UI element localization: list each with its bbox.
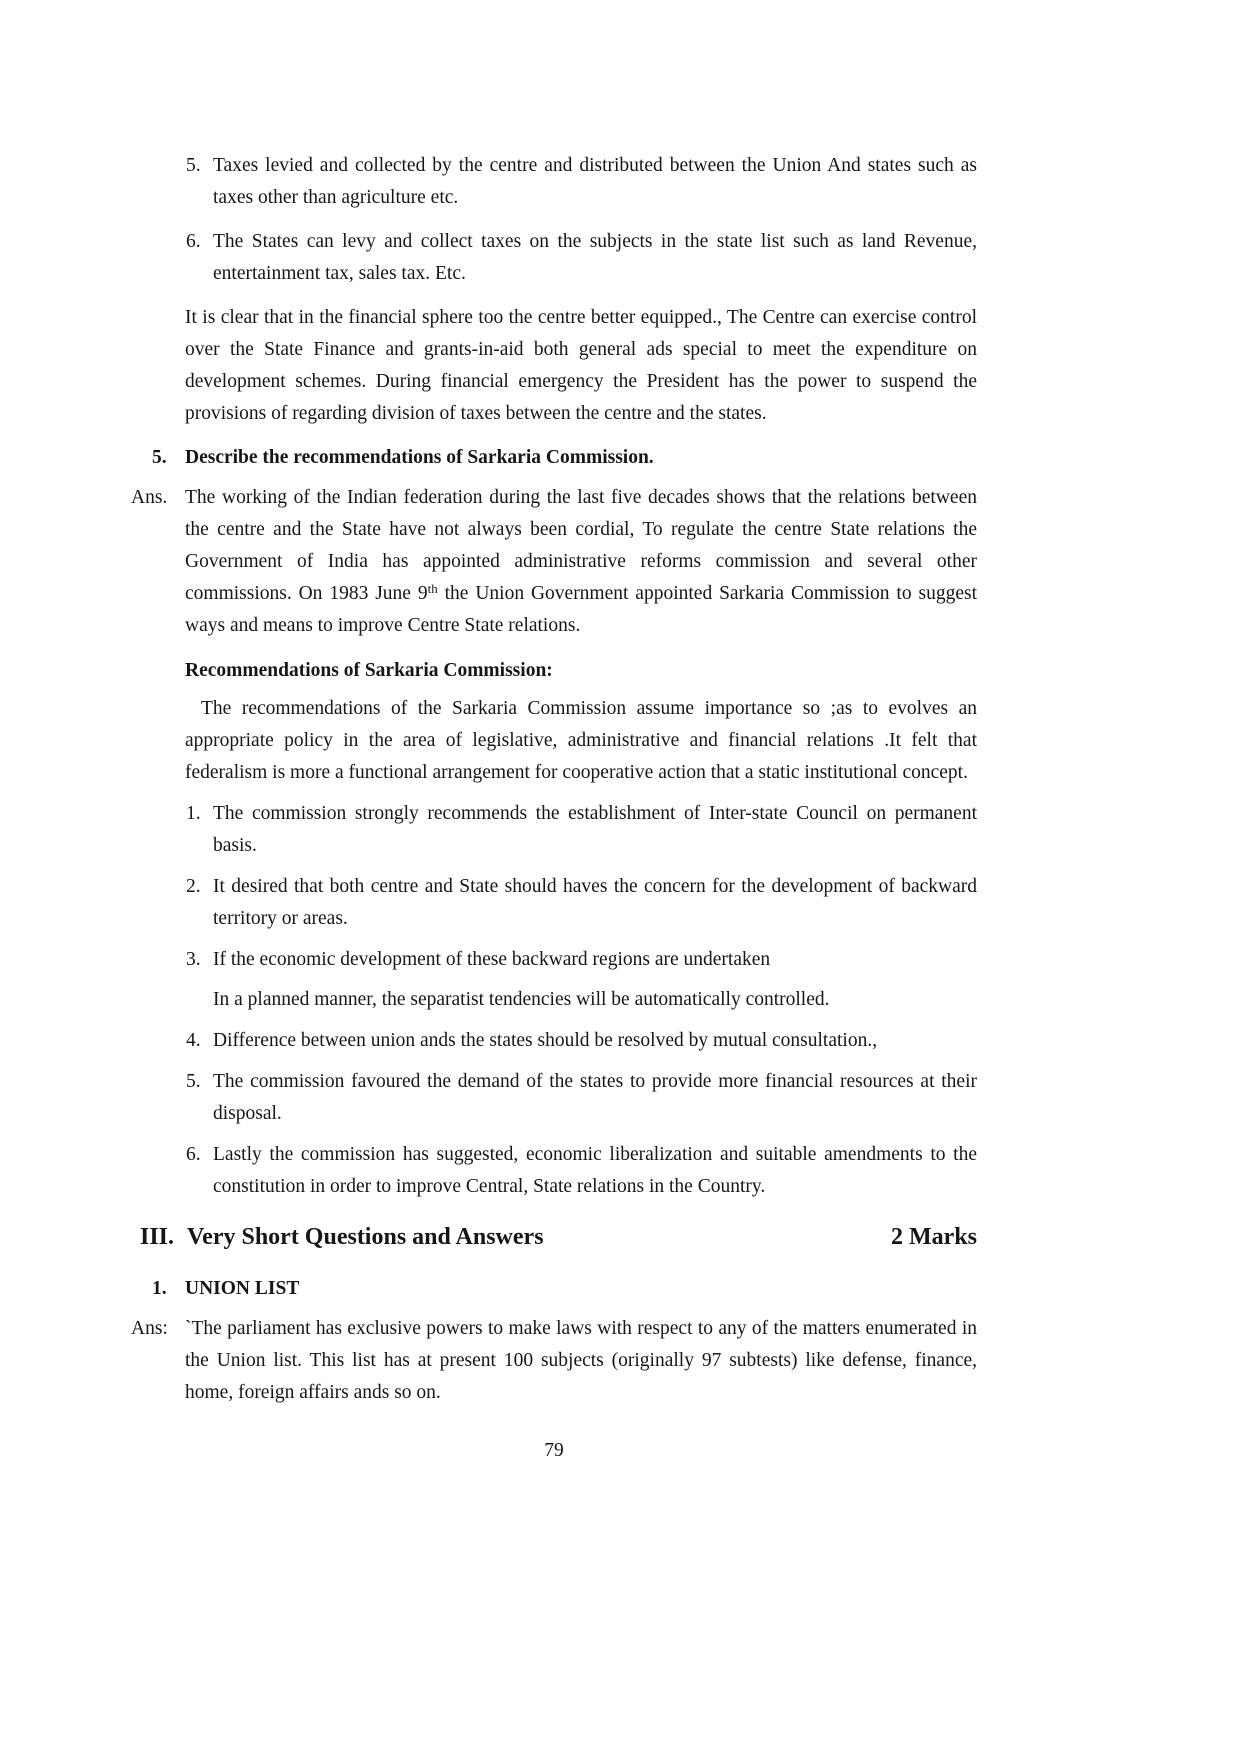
section-3-heading bbox=[140, 1219, 977, 1255]
ordinal-superscript: th bbox=[427, 581, 438, 596]
section-title: Very Short Questions and Answers bbox=[187, 1224, 544, 1250]
section-number: III. bbox=[140, 1224, 175, 1250]
list-item-text: Difference between union ands the states should be resolved by mutual consultation., bbox=[213, 1030, 878, 1051]
list-item-number: 2. bbox=[186, 876, 201, 897]
list-item-text: The commission strongly recommends the establishment of Inter-state Council on permanent basis. bbox=[213, 803, 977, 856]
recommendation-item bbox=[186, 1025, 977, 1057]
question-title: UNION LIST bbox=[185, 1278, 300, 1299]
recommendation-item bbox=[186, 1139, 977, 1203]
list-item-number: 5. bbox=[186, 1071, 201, 1092]
question-5-heading bbox=[131, 442, 977, 474]
page-content bbox=[131, 150, 977, 1467]
answer-label: Ans. bbox=[131, 487, 168, 508]
recommendations-subheading: Recommendations of Sarkaria Commission: bbox=[185, 660, 553, 681]
answer-text-post: the Union Government appointed Sarkaria Commission to suggest ways and means to improve Centre State relations. bbox=[185, 583, 977, 636]
list-item-text: Lastly the commission has suggested, economic liberalization and suitable amendments to the constitution in order to improve Central, State relations in the Country. bbox=[213, 1144, 977, 1197]
list-item-text: The States can levy and collect taxes on the subjects in the state list such as land Revenue, entertainment tax, sales tax. Etc. bbox=[213, 231, 977, 284]
list-item-text: If the economic development of these backward regions are undertaken bbox=[213, 949, 771, 970]
list-item-number: 3. bbox=[186, 949, 201, 970]
answer-label: Ans: bbox=[131, 1318, 168, 1339]
answer-text bbox=[185, 482, 977, 642]
list-item bbox=[186, 150, 977, 214]
recommendation-item bbox=[186, 944, 977, 976]
question-number: 1. bbox=[152, 1278, 167, 1299]
question-number: 5. bbox=[152, 447, 167, 468]
page-number: 79 bbox=[544, 1440, 564, 1461]
list-item-number: 6. bbox=[186, 231, 201, 252]
list-item-number: 6. bbox=[186, 1144, 201, 1165]
list-item-number: 1. bbox=[186, 803, 201, 824]
answer-text: `The parliament has exclusive powers to make laws with respect to any of the matters enumerated in the Union list. This list has at present 100 subjects (originally 97 subtests) like defense, finance, home, foreign affairs ands so on. bbox=[185, 1318, 977, 1403]
section-marks: 2 Marks bbox=[891, 1224, 977, 1250]
list-item-number: 4. bbox=[186, 1030, 201, 1051]
question-1-heading bbox=[131, 1273, 977, 1305]
recommendation-item bbox=[186, 871, 977, 935]
recommendation-item-continuation: In a planned manner, the separatist tendencies will be automatically controlled. bbox=[213, 989, 830, 1010]
list-item-number: 5. bbox=[186, 155, 201, 176]
list-item-text: It desired that both centre and State should haves the concern for the development of backward territory or areas. bbox=[213, 876, 977, 929]
question-title: Describe the recommendations of Sarkaria Commission. bbox=[185, 447, 654, 468]
list-item bbox=[186, 226, 977, 290]
answer-1 bbox=[131, 1313, 977, 1409]
recommendation-item bbox=[186, 1066, 977, 1130]
list-item-text: The commission favoured the demand of the states to provide more financial resources at their disposal. bbox=[213, 1071, 977, 1124]
recommendation-item bbox=[186, 798, 977, 862]
answer-text-pre: The working of the Indian federation during the last five decades shows that the relations between the centre and the State have not always been cordial, To regulate the centre State relations the Government of India has appointed administrative reforms commission and several other commissions. On 1983 June 9 bbox=[185, 487, 977, 604]
answer-5 bbox=[131, 482, 977, 642]
list-item-text: Taxes levied and collected by the centre and distributed between the Union And states such as taxes other than agriculture etc. bbox=[213, 155, 977, 208]
finance-paragraph: It is clear that in the financial sphere too the centre better equipped., The Centre can exercise control over the State Finance and grants-in-aid both general ads special to meet the expenditure on development schemes. During financial emergency the President has the power to suspend the provisions of regarding division of taxes between the centre and the states. bbox=[185, 307, 977, 424]
recommendations-intro-paragraph: The recommendations of the Sarkaria Commission assume importance so ;as to evolves an appropriate policy in the area of legislative, administrative and financial relations .It felt that federalism is more a functional arrangement for cooperative action that a static institutional concept. bbox=[185, 698, 977, 783]
